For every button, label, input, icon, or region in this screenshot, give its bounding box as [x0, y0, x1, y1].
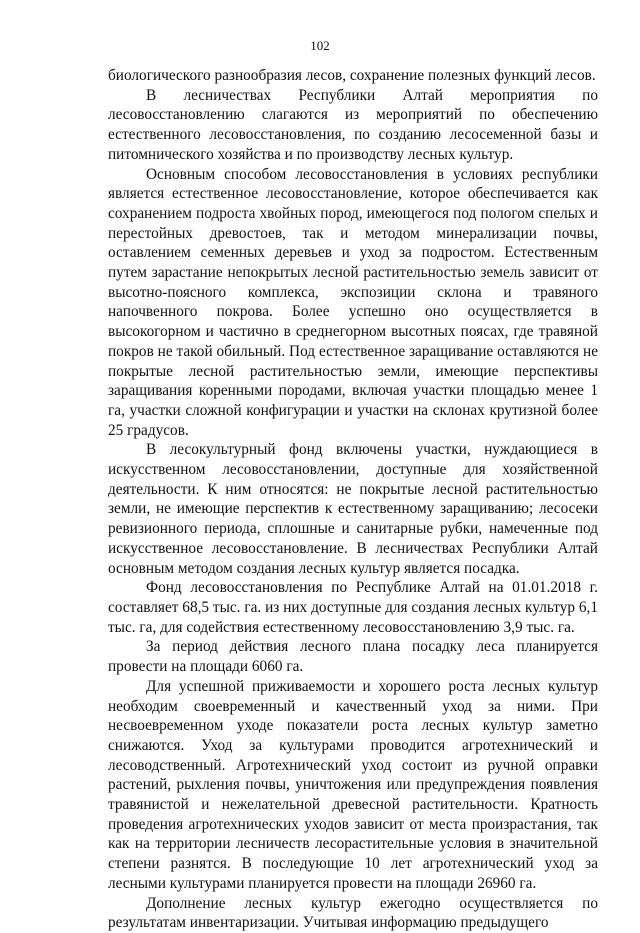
paragraph-culture-care: Для успешной приживаемости и хорошего роста лесных культур необходим своевременный и качественный уход за ними. При несвоевременном уходе показатели роста лесных культур заметно снижаются. Уход за культурами проводится агротехнический и лесоводственный. Агротехнический уход состоит из ручной оправки растений, рыхления почвы, уничтожения или предупреждения появления травянистой и нежелательной древесной растительности. Кратность проведения агротехнических уходов зависит от места произрастания, так как на территории лесничеств лесорастительные условия в значительной степени разнятся. В последующие 10 лет агротехнический уход за лесными культурами планируется провести на площади 26960 га. [108, 677, 598, 892]
paragraph-reforestation-measures: В лесничествах Республики Алтай мероприятия по лесовосстановлению слагаются из мероприятий по обеспечению естественного лесовосстановления, по созданию лесосеменной базы и питомнического хозяйства и по производству лесных культур. [108, 86, 598, 163]
paragraph-reforestation-fund: Фонд лесовосстановления по Республике Алтай на 01.01.2018 г. составляет 68,5 тыс. га. из них доступные для создания лесных культур 6,1 тыс. га, для содействия естественному лесовосстановлению 3,9 тыс. га. [108, 579, 598, 636]
paragraph-natural-reforestation: Основным способом лесовосстановления в условиях республики является естественное лесовосстановление, которое обеспечивается как сохранением подроста хвойных пород, имеющегося под пологом спелых и перестойных древостоев, так и методом минерализации почвы, оставлением семенных деревьев и уход за подростом. Естественным путем зарастание непокрытых лесной растительностью земель зависит от высотно-поясного комплекса, экспозиции склона и травяного напочвенного покрова. Более успешно оно осуществляется в высокогорном и частично в среднегорном высотных поясах, где травяной покров не такой обильный. Под естественное заращивание оставляются не покрытые лесной растительностью земли, имеющие перспективы заращивания коренными породами, включая участки площадью менее 1 га, участки сложной конфигурации и участки на склонах крутизной более 25 градусов. [108, 165, 598, 439]
paragraph-culture-supplement: Дополнение лесных культур ежегодно осуществляется по результатам инвентаризации. Учитывая информацию предыдущего [108, 894, 598, 932]
paragraph-forest-culture-fund: В лесокультурный фонд включены участки, нуждающиеся в искусственном лесовосстановлении, доступные для хозяйственной деятельности. К ним относятся: не покрытые лесной растительностью земли, не имеющие перспектив к естественному заращиванию; лесосеки ревизионного периода, сплошные и санитарные рубки, намеченные под искусственное лесовосстановление. В лесничествах Республики Алтай основным методом создания лесных культур является посадка. [108, 441, 598, 577]
page-body [108, 66, 598, 933]
paragraph-planting-plan: За период действия лесного плана посадку леса планируется провести на площади 6060 га. [108, 638, 598, 676]
page-number: 102 [310, 38, 330, 53]
paragraph-continuation: биологического разнообразия лесов, сохранение полезных функций лесов. [108, 67, 596, 84]
